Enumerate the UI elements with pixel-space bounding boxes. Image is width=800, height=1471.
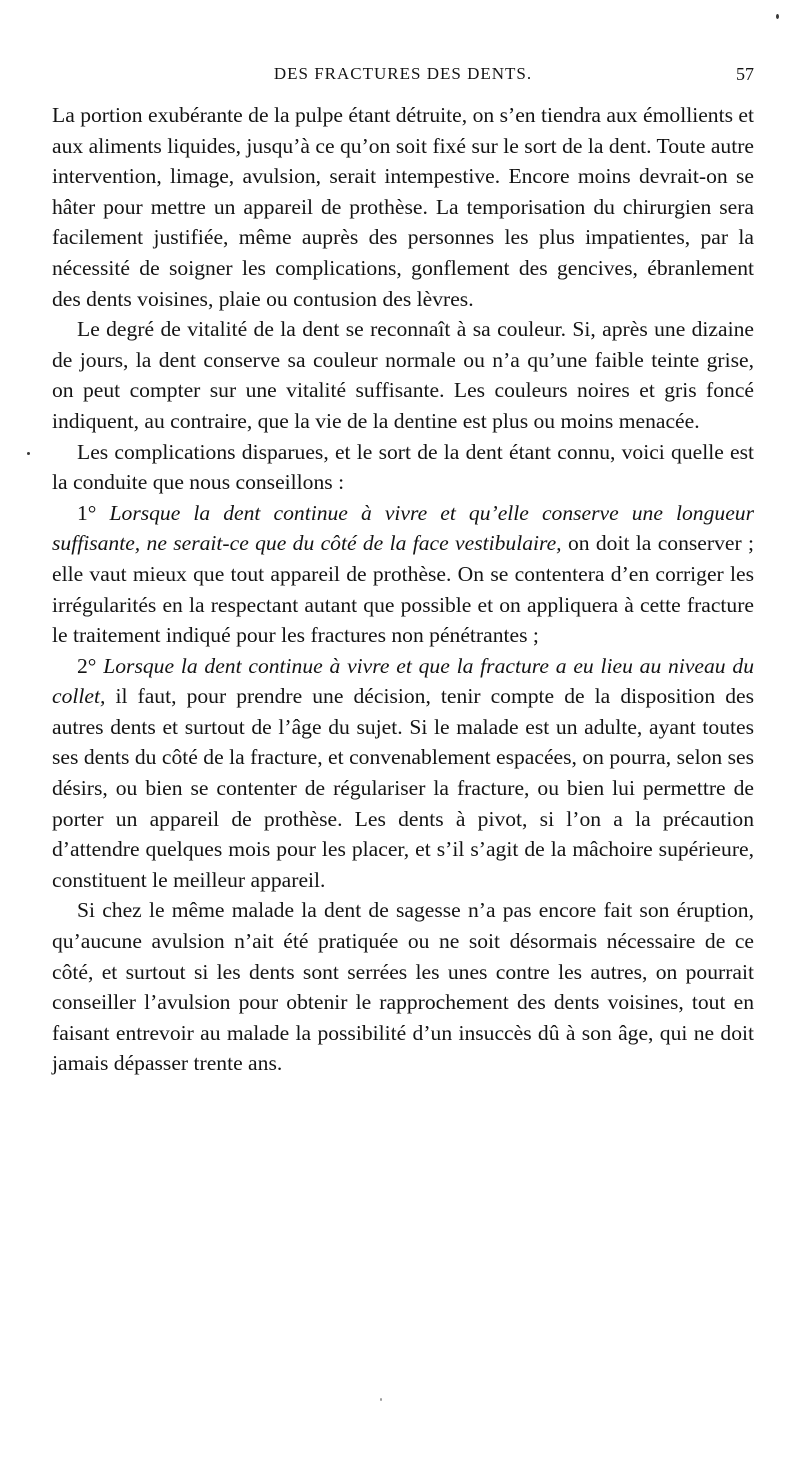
paragraph-6-text: Si chez le même malade la dent de sagesse n’a pas encore fait son éruption, qu’aucune avulsion n’ait été pratiquée ou ne soit désormais nécessaire de ce côté, et surtout si les dents sont serrées les unes contre les autres, on pourrait conseiller l’avulsion pour obtenir le rapprochement des dents voisines, tout en faisant entrevoir au malade la possibilité d’un insuccès dû à son âge, qui ne doit jamais dépasser trente ans.	[52, 898, 754, 1076]
paragraph-3-text: Les complications disparues, et le sort de la dent étant connu, voici quelle est la conduite que nous conseillons :	[52, 439, 754, 495]
scan-speck	[776, 14, 779, 19]
scan-speck	[380, 1398, 382, 1401]
item-number-1: 1°	[77, 500, 97, 525]
item-1-text: on doit la conserver ; elle vaut mieux que tout appareil de prothèse. On se contentera d’en corriger les irrégularités en la respectant autant que possible et on appliquera à cette fracture le traitement indiqué pour les fractures non pénétrantes ;	[52, 531, 754, 648]
paragraph-1	[52, 100, 754, 314]
item-number-2: 2°	[77, 653, 97, 678]
paragraph-3	[52, 437, 754, 498]
paragraph-6	[52, 895, 754, 1079]
paragraph-5	[52, 651, 754, 896]
paragraph-2	[52, 314, 754, 436]
running-head	[52, 60, 754, 100]
paragraph-2-text: Le degré de vitalité de la dent se reconnaît à sa couleur. Si, après une dizaine de jours, la dent conserve sa couleur normale ou n’a qu’une faible teinte grise, on peut compter sur une vitalité suffisante. Les couleurs noires et gris foncé indiquent, au contraire, que la vie de la dentine est plus ou moins menacée.	[52, 317, 754, 433]
book-page	[52, 60, 754, 1079]
running-title: DES FRACTURES DES DENTS.	[273, 64, 533, 83]
item-2-italic-lead: Lorsque la dent continue à vivre et que la fracture a eu lieu au niveau du collet,	[52, 653, 754, 709]
item-1-italic-lead: Lorsque la dent continue à vivre et qu’elle conserve une longueur suffisante, ne serait-ce que du côté de la face vestibulaire,	[52, 500, 754, 556]
paragraph-1-text: La portion exubérante de la pulpe étant détruite, on s’en tiendra aux émollients et aux aliments liquides, jusqu’à ce qu’on soit fixé sur le sort de la dent. Toute autre intervention, limage, avulsion, serait intempestive. Encore moins devrait-on se hâter pour mettre un appareil de prothèse. La temporisation du chirurgien sera facilement justifiée, même auprès des personnes les plus impatientes, par la nécessité de soigner les complications, gonflement des gencives, ébranlement des dents voisines, plaie ou contusion des lèvres.	[52, 103, 754, 311]
item-2-text: il faut, pour prendre une décision, tenir compte de la disposition des autres dents et surtout de l’âge du sujet. Si le malade est un adulte, ayant toutes ses dents du côté de la fracture, et convenablement espacées, on pourra, selon ses désirs, ou bien se contenter de régulariser la fracture, ou bien lui permettre de porter un appareil de prothèse. Les dents à pivot, si l’on a la précaution d’attendre quelques mois pour les placer, et s’il s’agit de la mâchoire supérieure, constituent le meilleur appareil.	[52, 684, 754, 892]
page-number: 57	[736, 64, 754, 84]
scan-speck	[27, 452, 30, 455]
body-text	[52, 100, 754, 1079]
paragraph-4	[52, 498, 754, 651]
